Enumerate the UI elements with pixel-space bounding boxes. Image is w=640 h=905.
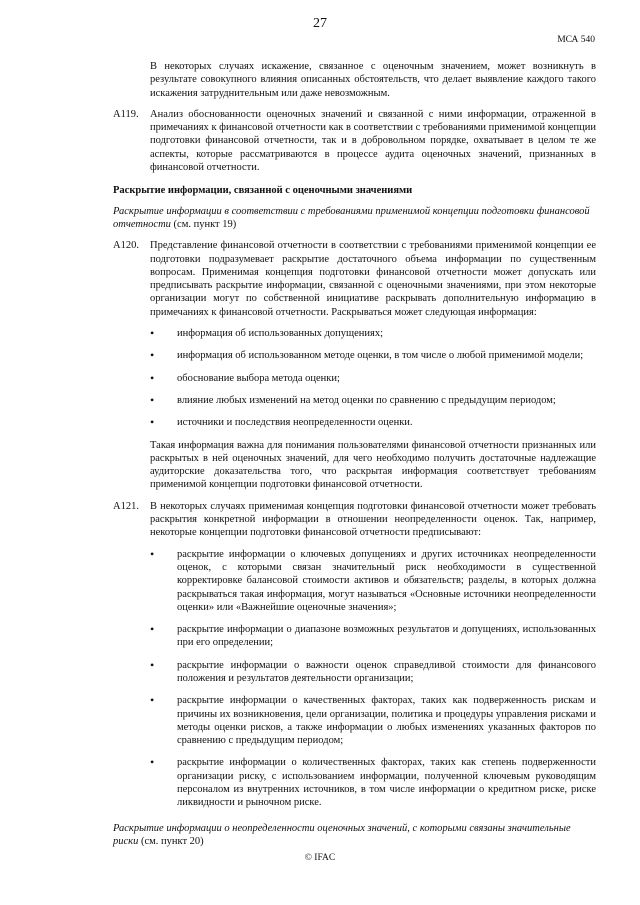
bullet-list-a120: [150, 327, 596, 429]
list-item: • раскрытие информации о ключевых допущениях и других источниках неопределенности оценок, с которыми связан значительный риск необходимости в существенной корректировке балансовой стоимости активов и обязательств; разделы, в которых должна раскрываться такая информация, могут называться «Основные источники неопределенности оценки» или «Важнейшие оценочные значения»;: [150, 548, 596, 614]
list-item: • информация об использованном методе оценки, в том числе о любой применимой модели;: [150, 349, 596, 362]
document-code: МСА 540: [557, 35, 595, 45]
paragraph-number: A119.: [113, 108, 139, 120]
subheading-reference: (см. пункт 20): [138, 835, 204, 847]
list-item: • раскрытие информации о количественных факторах, таких как степень подверженности организации риску, с использованием информации, полученной ключевым руководящим персоналом из внутренних источников, в том числе информации о кредитном риске, риске ликвидности и рыночном риске.: [150, 756, 596, 809]
list-item: • источники и последствия неопределенности оценки.: [150, 416, 596, 429]
paragraph-a120: [113, 239, 596, 319]
subheading-italic: Раскрытие информации о неопределенности оценочных значений, с которыми связаны значительные риски: [113, 822, 571, 847]
paragraph-number: A120.: [113, 240, 139, 252]
page-number: 27: [313, 16, 327, 31]
paragraph-a119: [113, 108, 596, 174]
intro-paragraph: В некоторых случаях искажение, связанное с оценочным значением, может возникнуть в результате совокупного влияния описанных обстоятельств, что делает выявление каждого такого искажения затруднительным или даже невозможным.: [150, 61, 596, 99]
paragraph-a121: [113, 500, 596, 540]
subheading-disclosure-requirements: [113, 205, 596, 232]
a120-closing-paragraph: Такая информация важна для понимания пользователями финансовой отчетности признанных или раскрытых в ней оценочных значений, для чего необходимо получить достаточные надлежащие аудиторские доказательства того, что раскрытая информация соответствует требованиям применимой концепции подготовки финансовой отчетности.: [150, 439, 596, 491]
subheading-reference: (см. пункт 19): [170, 218, 237, 230]
subheading-italic: Раскрытие информации в соответствии с требованиями применимой концепции подготовки финансовой отчетности: [113, 205, 590, 230]
subheading-significant-risks: [113, 822, 596, 849]
paragraph-text: Представление финансовой отчетности в соответствии с требованиями применимой концепции ее подготовки подразумевает раскрытие достаточного объема информации по существенным вопросам. Применимая концепция подготовки финансовой отчетности может допускать или предписывать раскрытие информации, связанной с оценочными значениями, при этом некоторые организации могут по собственной инициативе раскрывать дополнительную информацию в примечаниях к финансовой отчетности. Раскрываться может следующая информация:: [150, 240, 596, 318]
list-item: • информация об использованных допущениях;: [150, 327, 596, 340]
paragraph-text: Анализ обоснованности оценочных значений и связанной с ними информации, отраженной в примечаниях к финансовой отчетности как в соответствии с требованиями применимой концепции подготовки финансовой отчетности, так и в добровольном порядке, охватывает в целом те же аспекты, которые рассматриваются в процессе аудита оценочных значений, признанных в финансовой отчетности.: [150, 108, 596, 174]
bullet-list-a121: [150, 548, 596, 810]
list-item: • влияние любых изменений на метод оценки по сравнению с предыдущим периодом;: [150, 394, 596, 407]
list-item: • раскрытие информации о важности оценок справедливой стоимости для финансового положения и результатов деятельности организации;: [150, 659, 596, 686]
paragraph-text: В некоторых случаях применимая концепция подготовки финансовой отчетности может требовать раскрытия конкретной информации в отношении неопределенности оценок. Так, например, некоторые концепции подготовки финансовой отчетности предписывают:: [150, 500, 596, 539]
paragraph-number: A121.: [113, 500, 139, 512]
page-content: [113, 60, 596, 856]
list-item: • обоснование выбора метода оценки;: [150, 372, 596, 385]
section-heading: Раскрытие информации, связанной с оценочными значениями: [113, 185, 413, 197]
list-item: • раскрытие информации о диапазоне возможных результатов и допущениях, использованных при его определении;: [150, 623, 596, 650]
list-item: • раскрытие информации о качественных факторах, таких как подверженность рискам и причины их возникновения, цели организации, политика и процедуры управления рисками и методы оценки рисков, а также информации о любых изменениях указанных факторов по сравнению с предыдущим периодом;: [150, 694, 596, 747]
copyright-footer: © IFAC: [304, 853, 336, 863]
